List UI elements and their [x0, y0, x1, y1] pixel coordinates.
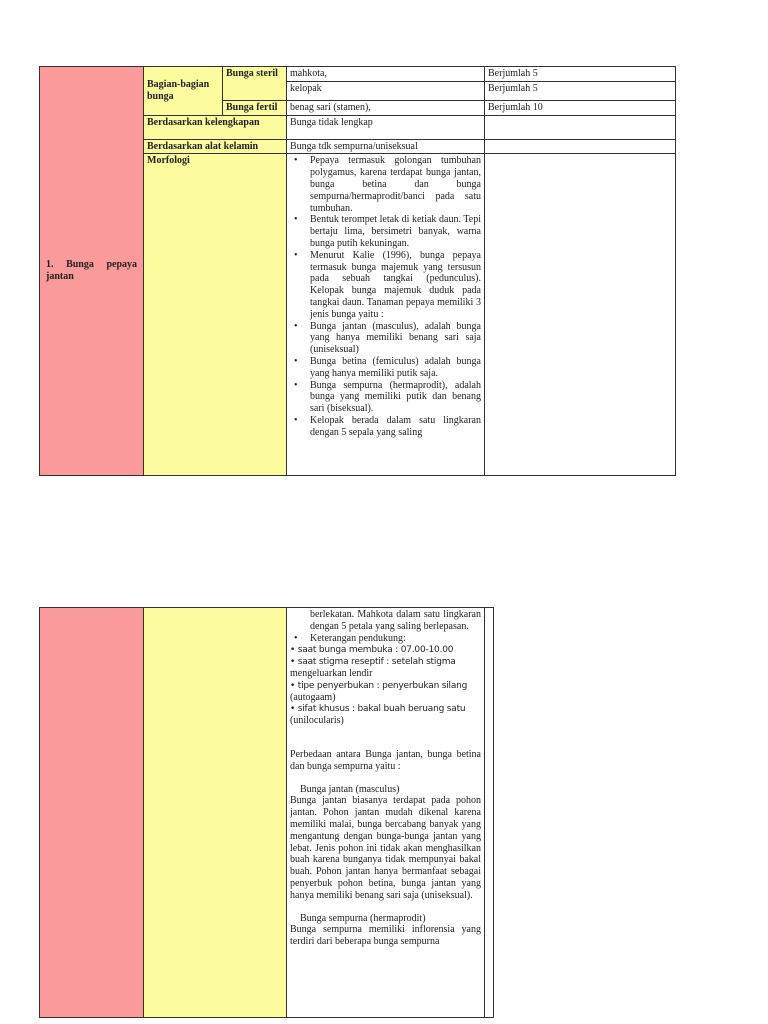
flower-table-part-2 — [39, 607, 494, 1018]
morfologi-content — [287, 154, 485, 476]
note-value: 07.00-10.00 — [400, 645, 454, 656]
jantan-heading: Bunga jantan (masculus) — [300, 783, 400, 795]
note-label: • tipe penyerbukan — [290, 680, 374, 691]
note-tail: mengeluarkan lendir — [290, 667, 373, 679]
morfologi-label: Morfologi — [144, 154, 287, 476]
alat-kelamin-value: Bunga tdk sempurna/uniseksual — [287, 139, 485, 154]
note-row: • saat stigma reseptif : setelah stigma mengeluarkan lendir — [290, 657, 456, 679]
note-label: • saat bunga membuka — [290, 645, 393, 656]
note-row: • saat bunga membuka : 07.00-10.00 — [290, 645, 454, 656]
morfologi-bullet-list — [290, 155, 481, 438]
note-tail: (autogaam) — [290, 691, 336, 703]
kelengkapan-label: Berdasarkan kelengkapan — [144, 115, 287, 139]
morfologi-bullet: • Bunga jantan (masculus), adalah bunga yang hanya memiliki benang sari saja (uniseksual) — [290, 321, 481, 356]
morfologi-bullet: • Menurut Kalie (1996), bunga pepaya termasuk bunga majemuk yang tersusun pada sebuah tangkai (pedunculus). Kelopak bunga majemuk duduk pada tangkai daun. Tanaman pepaya memiliki 3 jenis bunga yaitu : — [290, 250, 481, 321]
bunga-fertil-label: Bunga fertil — [223, 100, 287, 115]
row-title-number: 1. — [46, 259, 54, 271]
note-value: setelah stigma — [391, 657, 456, 668]
steril-part-1: mahkota, — [287, 67, 485, 82]
morfologi-bullet: • Bunga betina (femiculus) adalah bunga yang hanya memiliki putik saja. — [290, 356, 481, 380]
continuation-text: berlekatan. Mahkota dalam satu lingkaran dengan 5 petala yang saling berlepasan. — [310, 609, 481, 632]
morfologi-bullet: • Bunga sempurna (hermaprodit), adalah bunga yang memiliki putik dan benang sari (biseksual). — [290, 380, 481, 415]
steril-count-2: Berjumlah 5 — [485, 81, 676, 100]
steril-count-1: Berjumlah 5 — [485, 67, 676, 82]
steril-part-2: kelopak — [287, 81, 485, 100]
morfologi-bullet: • Pepaya termasuk golongan tumbuhan polygamus, karena terdapat bunga jantan, bunga betina dan bunga sempurna/hermaprodit/banci pada satu tumbuhan. — [290, 155, 481, 214]
note-value: penyerbukan silang — [382, 680, 468, 691]
morfologi-content-continued — [287, 608, 485, 1018]
note-row: • sifat khusus : bakal buah beruang satu (unilocularis) — [290, 704, 466, 727]
note-tail: (unilocularis) — [290, 715, 344, 727]
note-label: • saat stigma reseptif — [290, 657, 384, 668]
label-cell-continued — [144, 608, 287, 1018]
note-row: • tipe penyerbukan : penyerbukan silang (autogaam) — [290, 680, 468, 703]
fertil-part: benag sari (stamen), — [287, 100, 485, 115]
bunga-steril-label: Bunga steril — [223, 67, 287, 101]
morfologi-bullet: • Kelopak berada dalam satu lingkaran dengan 5 sepala yang saling — [290, 415, 481, 439]
alat-kelamin-label: Berdasarkan alat kelamin — [144, 139, 287, 154]
keterangan-bullet: • Keterangan pendukung: — [290, 633, 481, 645]
kelengkapan-empty — [485, 115, 676, 139]
right-empty-continued — [485, 608, 494, 1018]
kelengkapan-value: Bunga tidak lengkap — [287, 115, 485, 139]
keterangan-list — [290, 633, 481, 645]
perbedaan-text: Perbedaan antara Bunga jantan, bunga betina dan bunga sempurna yaitu : — [290, 748, 481, 772]
row-title-cell-continued — [40, 608, 144, 1018]
morfologi-bullet: • Bentuk terompet letak di ketiak daun. Tepi bertaju lima, bersimetri banyak, warna bunga putih kekuningan. — [290, 214, 481, 249]
sempurna-text: Bunga sempurna memiliki inflorensia yang terdiri dari beberapa bunga sempurna — [290, 924, 481, 948]
row-title-cell — [40, 67, 144, 476]
alat-kelamin-empty — [485, 139, 676, 154]
flower-table-part-1 — [39, 66, 676, 476]
note-value: bakal buah beruang satu — [357, 704, 466, 715]
note-label: • sifat khusus — [290, 704, 350, 715]
sempurna-heading: Bunga sempurna (hermaprodit) — [300, 912, 426, 924]
morfologi-empty — [485, 154, 676, 476]
bagian-bagian-label: Bagian-bagian bunga — [144, 67, 223, 116]
fertil-count: Berjumlah 10 — [485, 100, 676, 115]
jantan-text: Bunga jantan biasanya terdapat pada pohon jantan. Pohon jantan mudah dikenal karena memiliki malai, bunga bercabang banyak yang mengantung dengan bunga-bunga jantan yang lebat. Jenis pohon ini tidak akan menghasilkan buah karena bunganya tidak mempunyai bakal buah. Pohon jantan hanya bermanfaat sebagai penyerbuk pohon betina, bunga jantan yang hanya memiliki benang sari saja (uniseksual). — [290, 795, 481, 901]
row-title-text: Bunga pepaya jantan — [46, 259, 138, 283]
